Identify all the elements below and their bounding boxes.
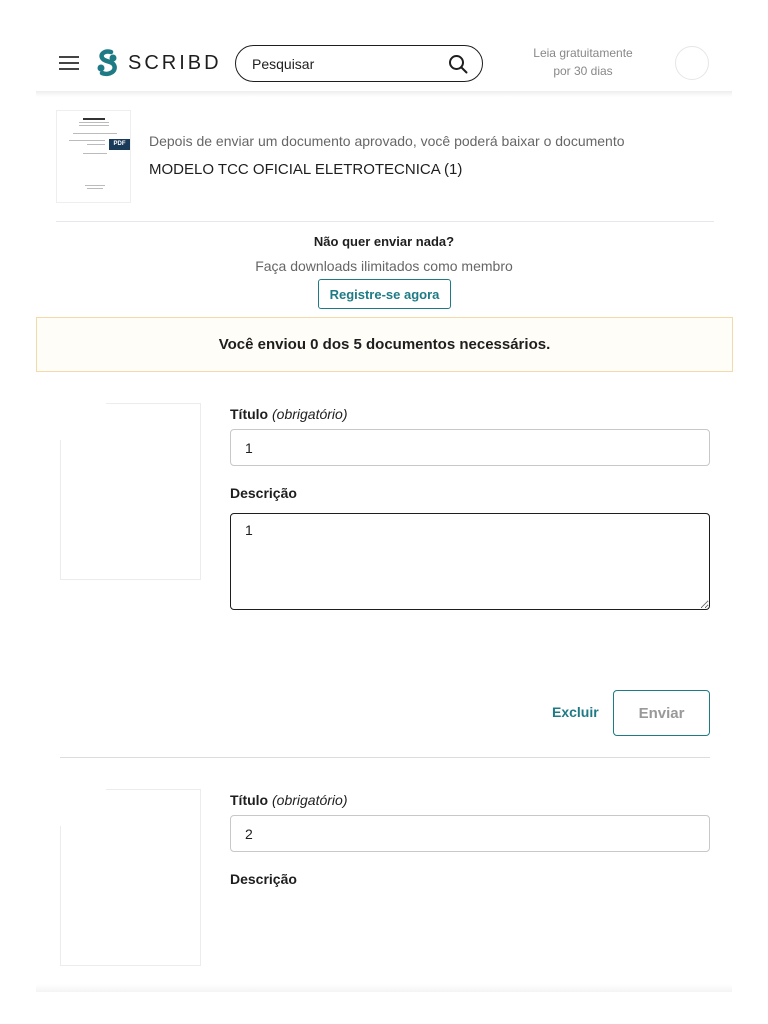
search-icon[interactable]	[448, 54, 468, 74]
title-label: Título (obrigatório)	[230, 792, 348, 808]
description-label: Descrição	[230, 871, 297, 887]
delete-button[interactable]: Excluir	[552, 701, 599, 723]
register-now-button[interactable]: Registre-se agora	[318, 279, 451, 309]
logo-text: SCRIBD	[128, 51, 222, 74]
search-bar	[235, 45, 483, 82]
signup-subtitle: Faça downloads ilimitados como membro	[255, 258, 513, 274]
upload-progress-notice	[36, 317, 733, 372]
scribd-logo-icon	[96, 49, 118, 77]
free-trial-link[interactable]	[522, 44, 644, 80]
required-hint: (obrigatório)	[272, 792, 348, 808]
send-button[interactable]: Enviar	[613, 690, 710, 736]
divider	[56, 221, 714, 222]
search-input[interactable]	[252, 56, 432, 72]
header-shadow	[36, 91, 732, 97]
upload-thumbnail	[60, 789, 201, 966]
avatar[interactable]	[675, 46, 709, 80]
trial-line1: Leia gratuitamente	[533, 46, 633, 60]
description-label: Descrição	[230, 485, 297, 501]
divider	[60, 757, 710, 758]
required-hint: (obrigatório)	[272, 406, 348, 422]
menu-icon[interactable]	[59, 56, 79, 70]
scribd-logo[interactable]	[96, 49, 222, 77]
document-thumbnail	[56, 110, 131, 203]
signup-question: Não quer enviar nada?	[313, 234, 455, 249]
top-header	[0, 0, 768, 92]
title-input[interactable]	[230, 429, 710, 466]
bottom-fade	[36, 984, 732, 992]
trial-line2: por 30 dias	[553, 64, 613, 78]
pdf-badge: PDF	[109, 139, 130, 150]
document-title: MODELO TCC OFICIAL ELETROTECNICA (1)	[149, 161, 463, 178]
title-label: Título (obrigatório)	[230, 406, 348, 422]
title-input[interactable]	[230, 815, 710, 852]
description-textarea[interactable]	[230, 513, 710, 610]
download-note: Depois de enviar um documento aprovado, você poderá baixar o documento	[149, 133, 625, 149]
notice-text: Você enviou 0 dos 5 documentos necessários.	[218, 336, 551, 353]
upload-thumbnail	[60, 403, 201, 580]
